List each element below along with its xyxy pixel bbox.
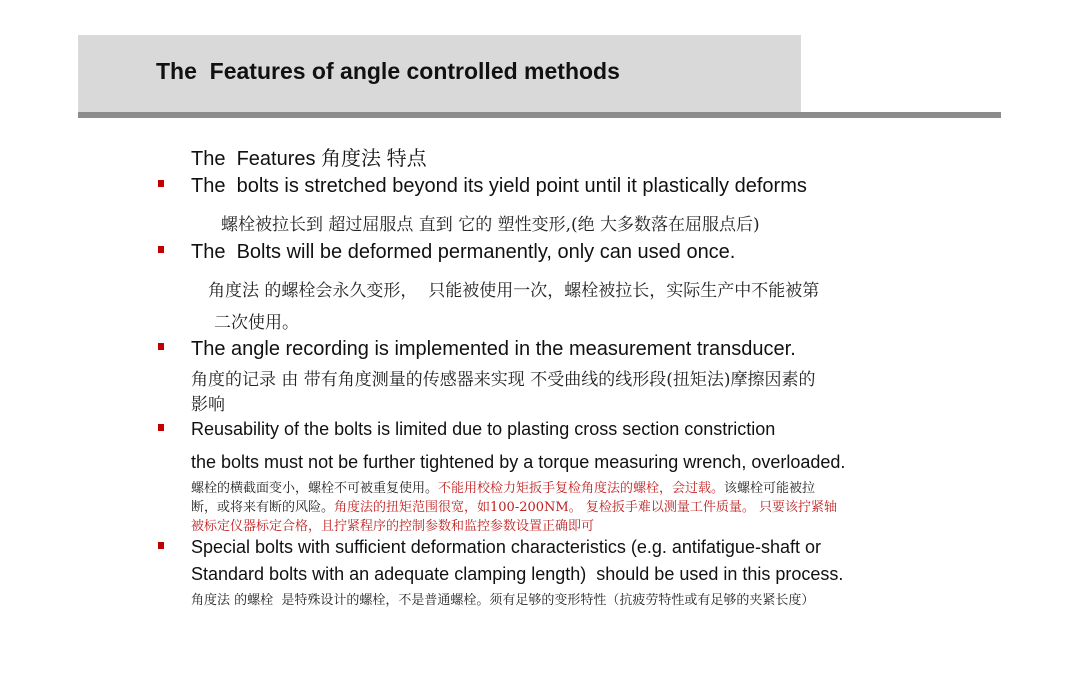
bullet-2-translation-line1: 角度法 的螺栓会永久变形， 只能被使用一次，螺栓被拉长，实际生产中不能被第 xyxy=(208,281,820,301)
bullet-square-icon xyxy=(158,424,164,431)
bullet-2-translation-line2: 二次使用。 xyxy=(214,313,299,333)
bullet-3-translation-line1: 角度的记录 由 带有角度测量的传感器来实现 不受曲线的线形段(扭矩法)摩擦因素的 xyxy=(191,370,816,390)
bullet-5-text-line1: Special bolts with sufficient deformation characteristics (e.g. antifatigue-shaft or xyxy=(191,537,821,557)
slide-title: The Features of angle controlled methods xyxy=(156,58,620,84)
bullet-square-icon xyxy=(158,180,164,187)
bullet-3-text: The angle recording is implemented in the measurement transducer. xyxy=(191,338,796,360)
bullet-1-text: The bolts is stretched beyond its yield point until it plastically deforms xyxy=(191,175,807,197)
bullet-2-text: The Bolts will be deformed permanently, only can used once. xyxy=(191,241,736,263)
bullet-4-warning: 不能用校检力矩扳手复检角度法的螺栓，会过载。 xyxy=(438,481,725,496)
bullet-4-translation-line1 xyxy=(191,477,815,496)
bullet-5-translation: 角度法 的螺栓 是特殊设计的螺栓，不是普通螺栓。须有足够的变形特性（抗疲劳特性或有足够的夹紧长度） xyxy=(191,593,815,608)
bullet-square-icon xyxy=(158,246,164,253)
bullet-4-text-line1: Reusability of the bolts is limited due to plasting cross section constriction xyxy=(191,419,776,439)
bullet-4-note-a: 螺栓的横截面变小，螺栓不可被重复使用。 xyxy=(191,481,439,496)
bullet-5-text-line2: Standard bolts with an adequate clamping length) should be used in this process. xyxy=(191,564,844,584)
bullet-4-text-line2: the bolts must not be further tightened by a torque measuring wrench, overloaded. xyxy=(191,452,846,472)
bullet-4-range-note: 角度法的扭矩范围很宽，如100-200NM。 复检扳手难以测量工件质量。 只要该拧紧轴 xyxy=(334,500,837,515)
bullet-4-translation-line2 xyxy=(191,496,837,515)
bullet-1-translation: 螺栓被拉长到 超过屈服点 直到 它的 塑性变形,(绝 大多数落在屈服点后) xyxy=(221,215,760,235)
bullet-4-note-d: 断，或将来有断的风险。 xyxy=(191,500,335,515)
bullet-square-icon xyxy=(158,343,164,350)
title-underline xyxy=(78,112,1001,118)
bullet-4-translation-line3: 被标定仪器标定合格，且拧紧程序的控制参数和监控参数设置正确即可 xyxy=(191,519,595,534)
bullet-4-note-c: 该螺栓可能被拉 xyxy=(724,481,816,496)
section-heading: The Features 角度法 特点 xyxy=(191,148,427,170)
bullet-square-icon xyxy=(158,542,164,549)
bullet-3-translation-line2: 影响 xyxy=(191,395,225,415)
